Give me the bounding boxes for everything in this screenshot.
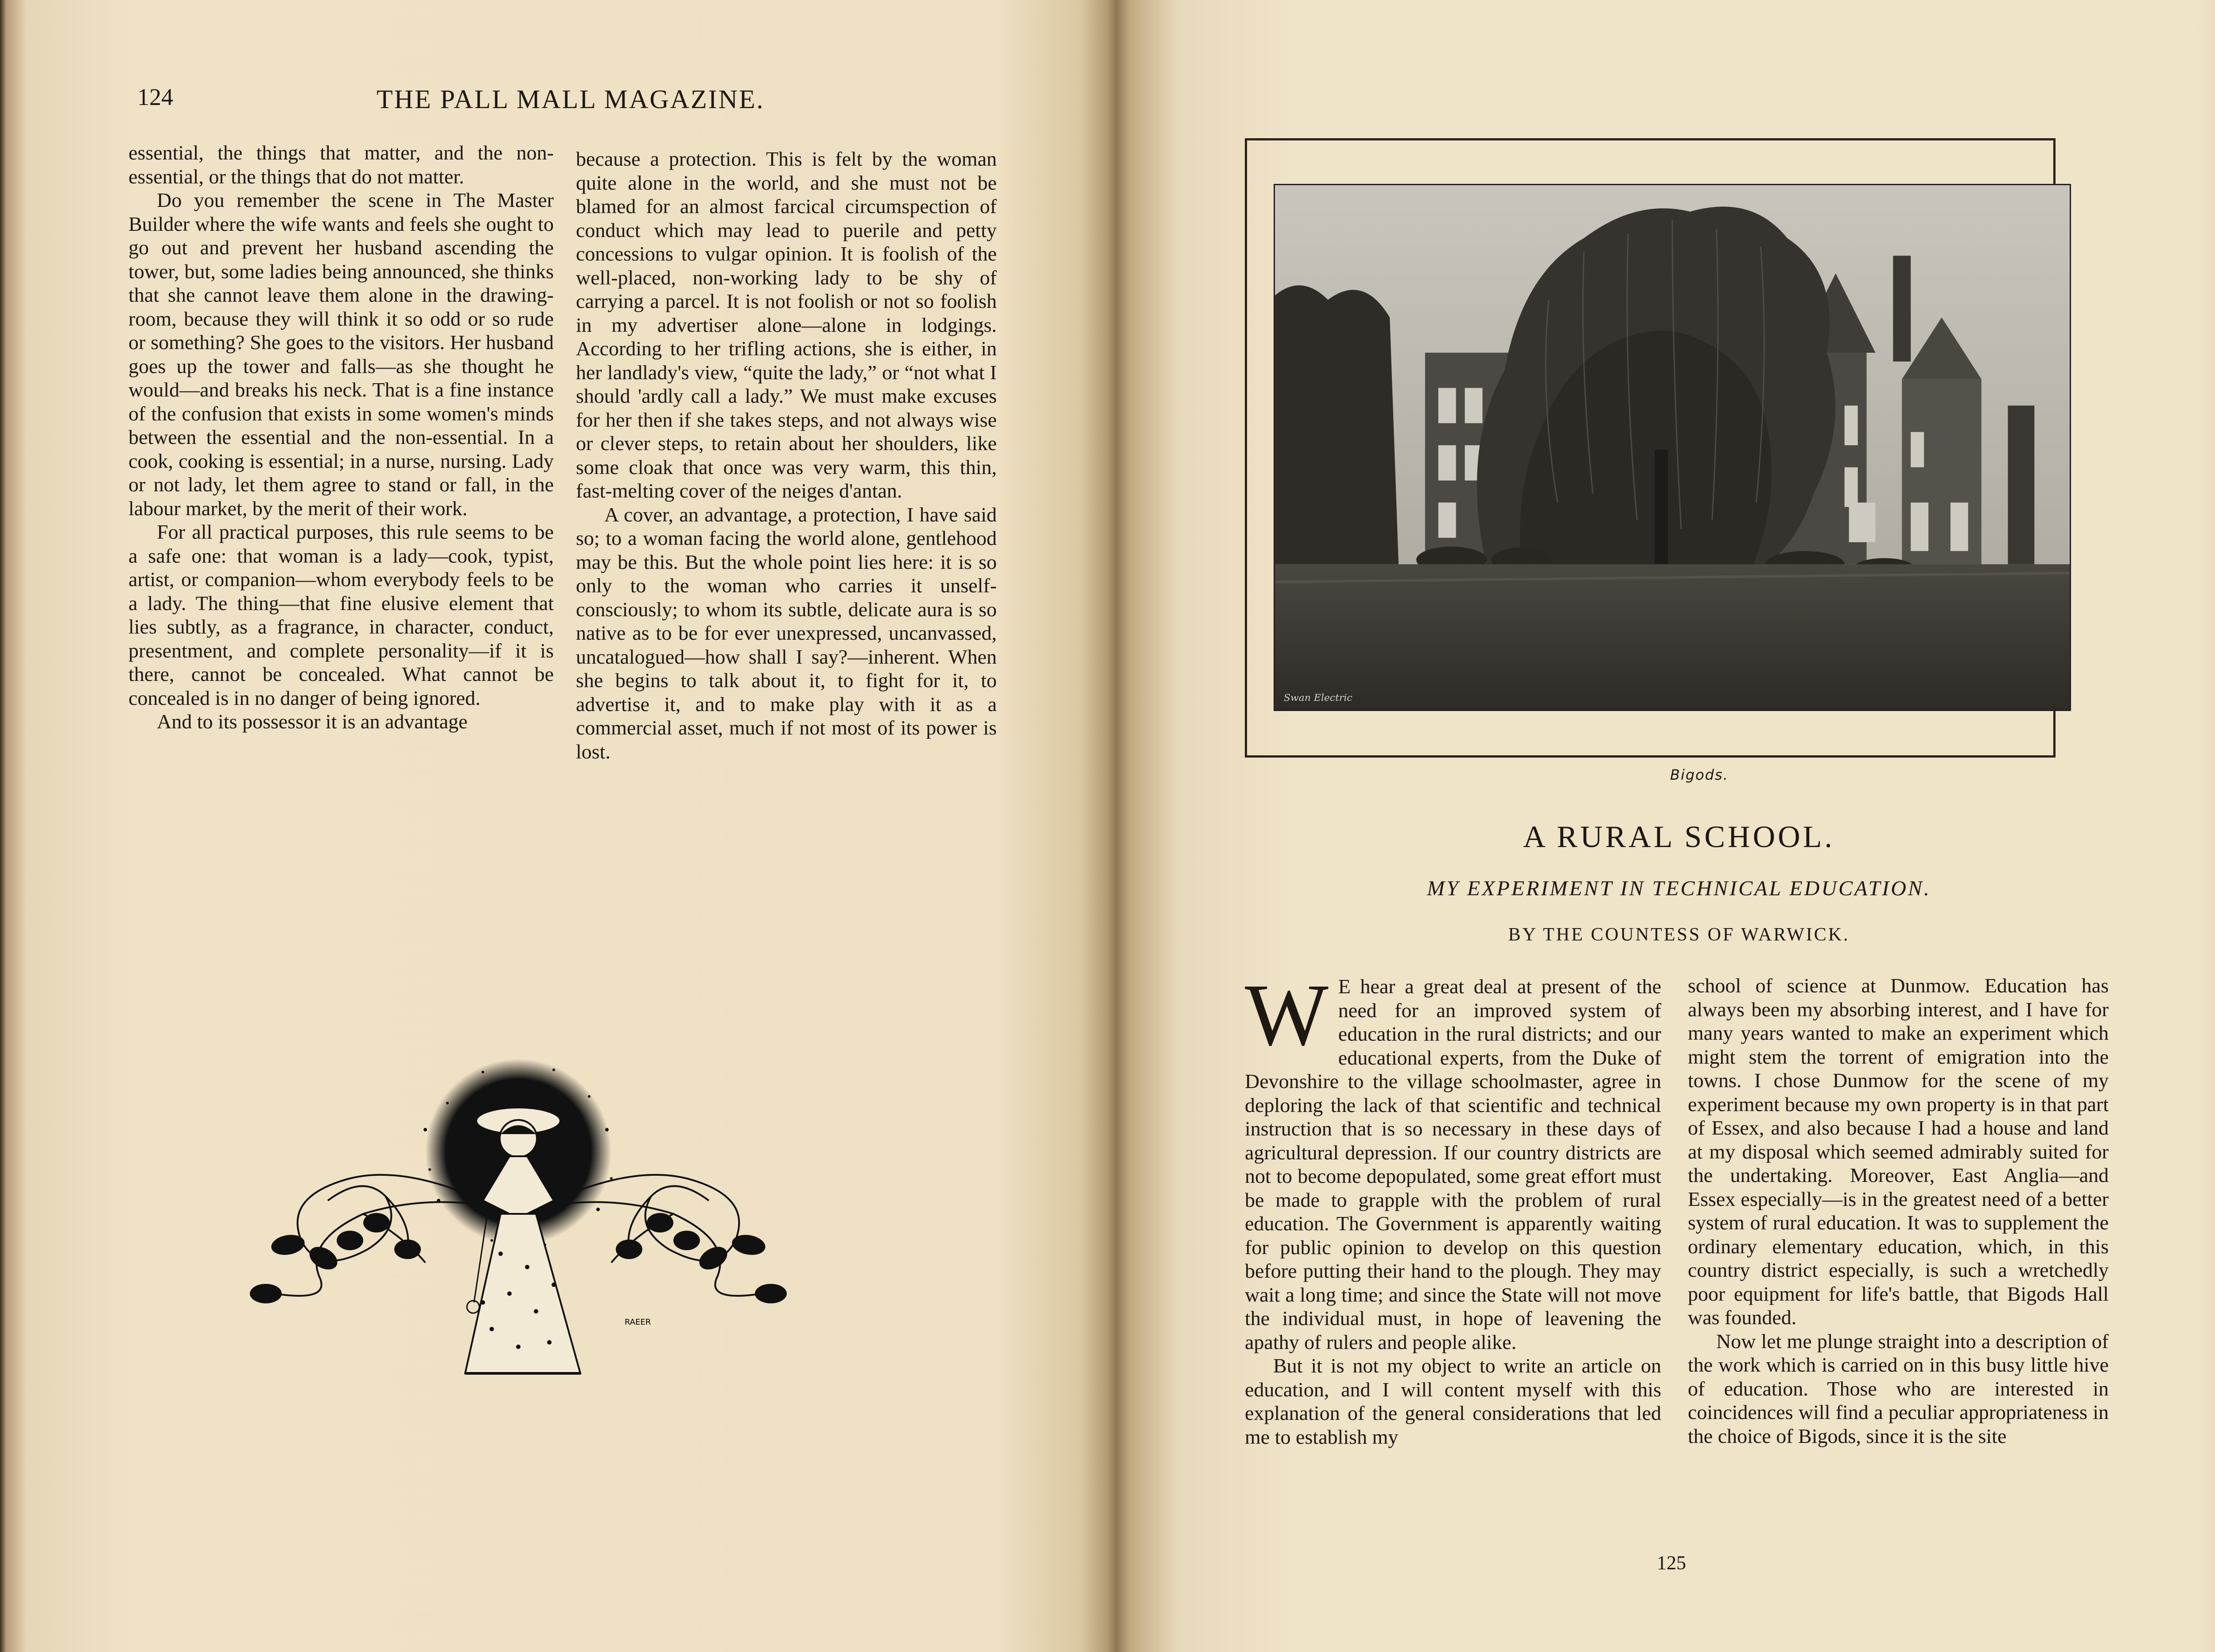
paragraph: For all practical purposes, this rule seems to be a safe one: that woman is a lady—cook, typist, artist, or companion—whom everybody feels to be a lady. The thing—that fine elusive element that lies subtly, as a fragrance, in character, conduct, presentment, and complete personality—if it is there, cannot be concealed. What cannot be concealed is in no danger of being ignored. <box>128 521 554 709</box>
paragraph: And to its possessor it is an advantage <box>157 710 468 733</box>
right-page <box>1116 0 2215 1652</box>
drop-cap: W <box>1245 966 1329 1064</box>
paragraph <box>1245 966 1661 1354</box>
paragraph: essential, the things that matter, and the non-essential, or the things that do not matter. <box>128 141 554 188</box>
paragraph: school of science at Dunmow. Education has always been my absorbing interest, and I have for many years wanted to make an experiment which might stem the torrent of emigration into the towns. I chose Dunmow for the scene of my experiment because my own property is in that part of Essex, and also because I had a house and land at my disposal which seemed admirably suited for the undertaking. Moreover, East Anglia—and Essex especially—is in the greatest need of a better system of rural education. It was to supplement the ordinary elementary education, which, in this country district especially, is such a wretchedly poor equipment for life's battle, that Bigods Hall was founded. <box>1688 974 2109 1329</box>
paragraph-text: E hear a great deal at present of the need for an improved system of education in the rural districts; and our educational experts, from the Duke of Devonshire to the village schoolmaster, agree in deploring the lack of that scientific and technical instruction that is so necessary in these days of agricultural depression. If our country districts are not to become depopulated, some great effort must be made to grapple with the problem of rural education. The Government is apparently waiting for public opinion to develop on this question before putting their hand to the plough. They may wait a long time; and since the State will not move the individual must, in hope of leavening the apathy of rulers and people alike. <box>1245 975 1661 1353</box>
article-byline: BY THE COUNTESS OF WARWICK. <box>1508 925 1850 945</box>
paragraph: A cover, an advantage, a protection, I have said so; to a woman facing the world alone, gentlehood may be this. But the whole point lies here: it is so only to the woman who carries it unself-consciously; to whom its subtle, delicate aura is so native as to be for ever unexpressed, uncanvassed, uncatalogued—how shall I say?—inherent. When she begins to talk about it, to fight for it, to advertise it, and to make play with it as a commercial asset, much if not most of its power is lost. <box>576 503 997 763</box>
paragraph: But it is not my object to write an article on education, and I will content myself with this explanation of the general considerations that led me to establish my <box>1245 1354 1661 1448</box>
paragraph: because a protection. This is felt by the woman quite alone in the world, and she must not be blamed for an almost farcical circumspection of conduct which may lead to puerile and petty concessions to vulgar opinion. It is foolish of the well-placed, non-working lady to be shy of carrying a parcel. It is not foolish or not so foolish in my advertiser alone—alone in lodgings. According to her trifling actions, she is either, in her landlady's view, “quite the lady,” or “not what I should 'ardly call a lady.” We must make excuses for her then if she takes steps, and not always wise or clever steps, to retain about her shoulders, like some cloak that once was very warm, this thin, fast-melting cover of the neiges d'antan. <box>576 148 997 502</box>
right-column-2 <box>1688 974 2109 1448</box>
article-title: A RURAL SCHOOL. <box>1523 820 1835 854</box>
left-page-number: 124 <box>137 84 173 110</box>
right-column-1 <box>1245 966 1661 1449</box>
article-subtitle: MY EXPERIMENT IN TECHNICAL EDUCATION. <box>1427 877 1931 900</box>
country-house-photo <box>1274 184 2071 711</box>
illustration-signature: RAEER <box>625 1318 651 1327</box>
photo-caption: Bigods. <box>1670 766 1729 783</box>
paragraph: Now let me plunge straight into a description of the work which is carried on in this busy little hive of education. Those who are interested in coincidences will find a peculiar appropriateness in the choice of Bigods, since it is the site <box>1688 1329 2109 1447</box>
engraver-mark: Swan Electric <box>1283 692 1352 704</box>
right-page-number: 125 <box>1657 1552 1686 1574</box>
running-head: THE PALL MALL MAGAZINE. <box>377 85 765 114</box>
left-column-2 <box>576 147 997 763</box>
photo-frame <box>1245 138 2056 758</box>
paragraph: Do you remember the scene in The Master Builder where the wife wants and feels she ought to go out and prevent her husband ascending the tower, but, some ladies being announced, she thinks that she cannot leave them alone in the drawing-room, because they will think it so odd or so rude or something? She goes to the visitors. Her husband goes up the tower and falls—as she thought he would—and breaks his neck. That is a fine instance of the confusion that exists in some women's minds between the essential and the non-essential. In a cook, cooking is essential; in a nurse, nursing. Lady or not lady, let them agree to stand or fall, in the labour market, by the merit of their work. <box>128 189 554 520</box>
left-column-1 <box>128 141 554 734</box>
lady-with-peacock-scrolls-illustration <box>217 1054 820 1382</box>
